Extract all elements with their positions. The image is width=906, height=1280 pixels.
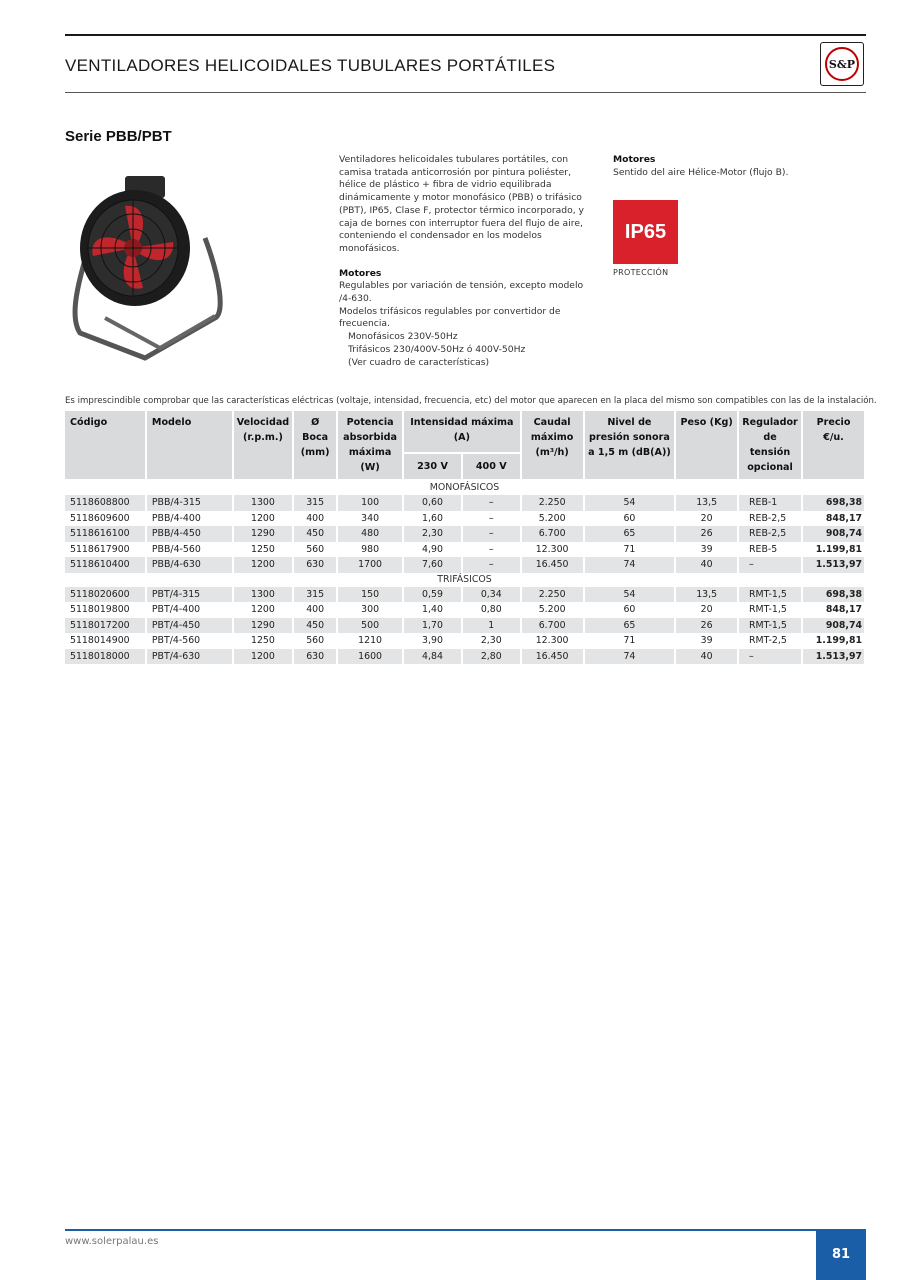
- table-cell: 74: [584, 557, 676, 573]
- table-cell: 1: [462, 618, 521, 634]
- sp-logo: [820, 42, 864, 86]
- table-cell: 40: [675, 557, 738, 573]
- table-row: [65, 587, 865, 603]
- table-cell: 630: [293, 649, 337, 665]
- col-velocidad: Velocidad (r.p.m.): [233, 411, 293, 480]
- section-title: MONOFÁSICOS: [65, 480, 865, 495]
- table-cell: 560: [293, 542, 337, 558]
- table-cell: 5118017200: [65, 618, 146, 634]
- table-cell: 2,30: [403, 526, 462, 542]
- table-cell: 1290: [233, 526, 293, 542]
- col-caudal: Caudal máximo (m³/h): [521, 411, 584, 480]
- table-cell: 16.450: [521, 649, 584, 665]
- table-cell: PBT/4-400: [146, 602, 233, 618]
- table-cell: 450: [293, 526, 337, 542]
- table-cell: 0,80: [462, 602, 521, 618]
- table-cell: 1300: [233, 587, 293, 603]
- table-cell: –: [462, 511, 521, 527]
- table-row: [65, 526, 865, 542]
- product-description: [339, 154, 597, 369]
- table-cell: RMT-1,5: [738, 602, 802, 618]
- table-cell: 71: [584, 542, 676, 558]
- table-cell: 5.200: [521, 602, 584, 618]
- header-rule: [65, 92, 866, 93]
- table-cell: REB-2,5: [738, 526, 802, 542]
- section-row: [65, 480, 865, 495]
- table-cell: 1200: [233, 511, 293, 527]
- table-cell: 65: [584, 526, 676, 542]
- table-cell: PBT/4-630: [146, 649, 233, 665]
- section-row: [65, 573, 865, 587]
- table-cell: 0,59: [403, 587, 462, 603]
- table-cell: 1.513,97: [802, 649, 865, 665]
- table-cell: 16.450: [521, 557, 584, 573]
- table-cell: REB-5: [738, 542, 802, 558]
- table-cell: 5118020600: [65, 587, 146, 603]
- table-cell: 5118610400: [65, 557, 146, 573]
- table-cell: 5118018000: [65, 649, 146, 665]
- table-cell: 0,34: [462, 587, 521, 603]
- footer-rule: [65, 1229, 866, 1231]
- table-cell: 20: [675, 602, 738, 618]
- table-cell: RMT-2,5: [738, 633, 802, 649]
- table-row: [65, 618, 865, 634]
- table-cell: 60: [584, 602, 676, 618]
- table-cell: 150: [337, 587, 403, 603]
- table-cell: 13,5: [675, 587, 738, 603]
- table-cell: PBT/4-560: [146, 633, 233, 649]
- table-cell: 1.199,81: [802, 542, 865, 558]
- footer-url: www.solerpalau.es: [65, 1236, 159, 1247]
- table-cell: 12.300: [521, 633, 584, 649]
- specs-table: [65, 411, 866, 664]
- table-cell: 5118019800: [65, 602, 146, 618]
- table-row: [65, 495, 865, 511]
- table-cell: 74: [584, 649, 676, 665]
- table-cell: 7,60: [403, 557, 462, 573]
- specs-body: [65, 480, 865, 664]
- table-cell: PBT/4-315: [146, 587, 233, 603]
- table-cell: REB-1: [738, 495, 802, 511]
- table-cell: 13,5: [675, 495, 738, 511]
- ver-cuadro: (Ver cuadro de características): [348, 356, 490, 368]
- col-codigo: Código: [65, 411, 146, 480]
- table-cell: 4,84: [403, 649, 462, 665]
- col-regulador: Regulador de tensión opcional: [738, 411, 802, 480]
- table-cell: 1600: [337, 649, 403, 665]
- table-cell: 6.700: [521, 618, 584, 634]
- table-cell: 400: [293, 602, 337, 618]
- table-cell: PBB/4-450: [146, 526, 233, 542]
- table-row: [65, 557, 865, 573]
- table-cell: 1250: [233, 633, 293, 649]
- table-cell: PBB/4-630: [146, 557, 233, 573]
- ip65-badge: IP65: [613, 200, 678, 264]
- table-cell: 1200: [233, 557, 293, 573]
- ip-label: PROTECCIÓN: [613, 268, 669, 277]
- table-cell: PBT/4-450: [146, 618, 233, 634]
- col-potencia: Potencia absorbida máxima (W): [337, 411, 403, 480]
- col-modelo: Modelo: [146, 411, 233, 480]
- table-cell: 480: [337, 526, 403, 542]
- table-cell: 1700: [337, 557, 403, 573]
- table-cell: 54: [584, 587, 676, 603]
- tri-spec: Trifásicos 230/400V-50Hz ó 400V-50Hz: [348, 343, 526, 355]
- table-cell: 560: [293, 633, 337, 649]
- page-title: VENTILADORES HELICOIDALES TUBULARES PORTÁTILES: [65, 56, 556, 75]
- col-peso: Peso (Kg): [675, 411, 738, 480]
- table-cell: 60: [584, 511, 676, 527]
- col-400v: 400 V: [462, 453, 521, 480]
- table-cell: 6.700: [521, 526, 584, 542]
- table-cell: 500: [337, 618, 403, 634]
- table-cell: 698,38: [802, 495, 865, 511]
- table-cell: REB-2,5: [738, 511, 802, 527]
- motores-line2: Modelos trifásicos regulables por convertidor de frecuencia.: [339, 305, 561, 330]
- table-cell: 26: [675, 618, 738, 634]
- table-cell: PBB/4-315: [146, 495, 233, 511]
- table-cell: 1,70: [403, 618, 462, 634]
- logo-mark: S&P: [825, 47, 859, 81]
- table-cell: PBB/4-400: [146, 511, 233, 527]
- side-info: [613, 154, 853, 179]
- table-cell: 848,17: [802, 511, 865, 527]
- table-cell: 4,90: [403, 542, 462, 558]
- table-cell: 5.200: [521, 511, 584, 527]
- table-cell: –: [462, 526, 521, 542]
- table-cell: 5118617900: [65, 542, 146, 558]
- table-cell: 5118014900: [65, 633, 146, 649]
- table-cell: 315: [293, 587, 337, 603]
- table-cell: 5118616100: [65, 526, 146, 542]
- table-cell: 1.199,81: [802, 633, 865, 649]
- table-cell: 26: [675, 526, 738, 542]
- table-cell: 1,60: [403, 511, 462, 527]
- top-rule: [65, 34, 866, 36]
- table-cell: 1300: [233, 495, 293, 511]
- table-row: [65, 511, 865, 527]
- table-cell: 0,60: [403, 495, 462, 511]
- table-cell: 1.513,97: [802, 557, 865, 573]
- table-cell: 2,30: [462, 633, 521, 649]
- table-row: [65, 542, 865, 558]
- table-cell: 12.300: [521, 542, 584, 558]
- table-cell: 1,40: [403, 602, 462, 618]
- mono-spec: Monofásicos 230V-50Hz: [348, 331, 458, 343]
- side-text: Sentido del aire Hélice-Motor (flujo B).: [613, 166, 789, 178]
- table-cell: 39: [675, 633, 738, 649]
- table-cell: 2.250: [521, 495, 584, 511]
- table-cell: 2,80: [462, 649, 521, 665]
- table-cell: 100: [337, 495, 403, 511]
- table-cell: 1290: [233, 618, 293, 634]
- table-cell: 65: [584, 618, 676, 634]
- table-cell: RMT-1,5: [738, 587, 802, 603]
- table-cell: 848,17: [802, 602, 865, 618]
- series-title: Serie PBB/PBT: [65, 128, 172, 145]
- table-cell: 71: [584, 633, 676, 649]
- col-nivel: Nivel de presión sonora a 1,5 m (dB(A)): [584, 411, 676, 480]
- table-cell: 698,38: [802, 587, 865, 603]
- table-cell: –: [738, 557, 802, 573]
- motores-heading: Motores: [339, 267, 382, 279]
- table-cell: 1200: [233, 649, 293, 665]
- col-230v: 230 V: [403, 453, 462, 480]
- table-cell: –: [462, 557, 521, 573]
- table-cell: 20: [675, 511, 738, 527]
- table-cell: –: [462, 495, 521, 511]
- table-cell: 315: [293, 495, 337, 511]
- table-row: [65, 633, 865, 649]
- table-cell: –: [462, 542, 521, 558]
- table-cell: 54: [584, 495, 676, 511]
- col-boca: Ø Boca (mm): [293, 411, 337, 480]
- col-precio: Precio €/u.: [802, 411, 865, 480]
- section-title: TRIFÁSICOS: [65, 573, 865, 587]
- table-cell: 40: [675, 649, 738, 665]
- table-cell: 980: [337, 542, 403, 558]
- table-cell: 908,74: [802, 526, 865, 542]
- table-cell: 908,74: [802, 618, 865, 634]
- table-cell: 400: [293, 511, 337, 527]
- table-row: [65, 649, 865, 665]
- table-cell: 5118609600: [65, 511, 146, 527]
- motores-line1: Regulables por variación de tensión, excepto modelo /4-630.: [339, 280, 584, 305]
- table-cell: –: [738, 649, 802, 665]
- table-cell: 340: [337, 511, 403, 527]
- table-cell: 300: [337, 602, 403, 618]
- table-cell: 2.250: [521, 587, 584, 603]
- page-number: 81: [816, 1229, 866, 1280]
- table-row: [65, 602, 865, 618]
- table-cell: PBB/4-560: [146, 542, 233, 558]
- side-heading: Motores: [613, 154, 656, 165]
- table-cell: 1200: [233, 602, 293, 618]
- table-cell: 630: [293, 557, 337, 573]
- table-cell: 39: [675, 542, 738, 558]
- table-cell: 1250: [233, 542, 293, 558]
- table-cell: 3,90: [403, 633, 462, 649]
- table-cell: 1210: [337, 633, 403, 649]
- table-cell: 450: [293, 618, 337, 634]
- table-cell: 5118608800: [65, 495, 146, 511]
- description-intro: Ventiladores helicoidales tubulares portátiles, con camisa tratada anticorrosión por pintura poliéster, hélice de plástico + fibra de vidrio equilibrada dinámicamente y motor monofásico (PBB) o trifásico (PBT), IP65, Clase F, protector térmico incorporado, y caja de bornes con interruptor fuera del flujo de aire, conteniendo el condensador en los modelos monofásicos.: [339, 154, 584, 254]
- table-cell: RMT-1,5: [738, 618, 802, 634]
- installation-note: Es imprescindible comprobar que las características eléctricas (voltaje, intensidad, frecuencia, etc) del motor que aparecen en la placa del mismo son compatibles con las de la instalación.: [65, 396, 877, 406]
- col-intensidad: Intensidad máxima (A): [403, 411, 521, 453]
- fan-photo: [65, 168, 230, 368]
